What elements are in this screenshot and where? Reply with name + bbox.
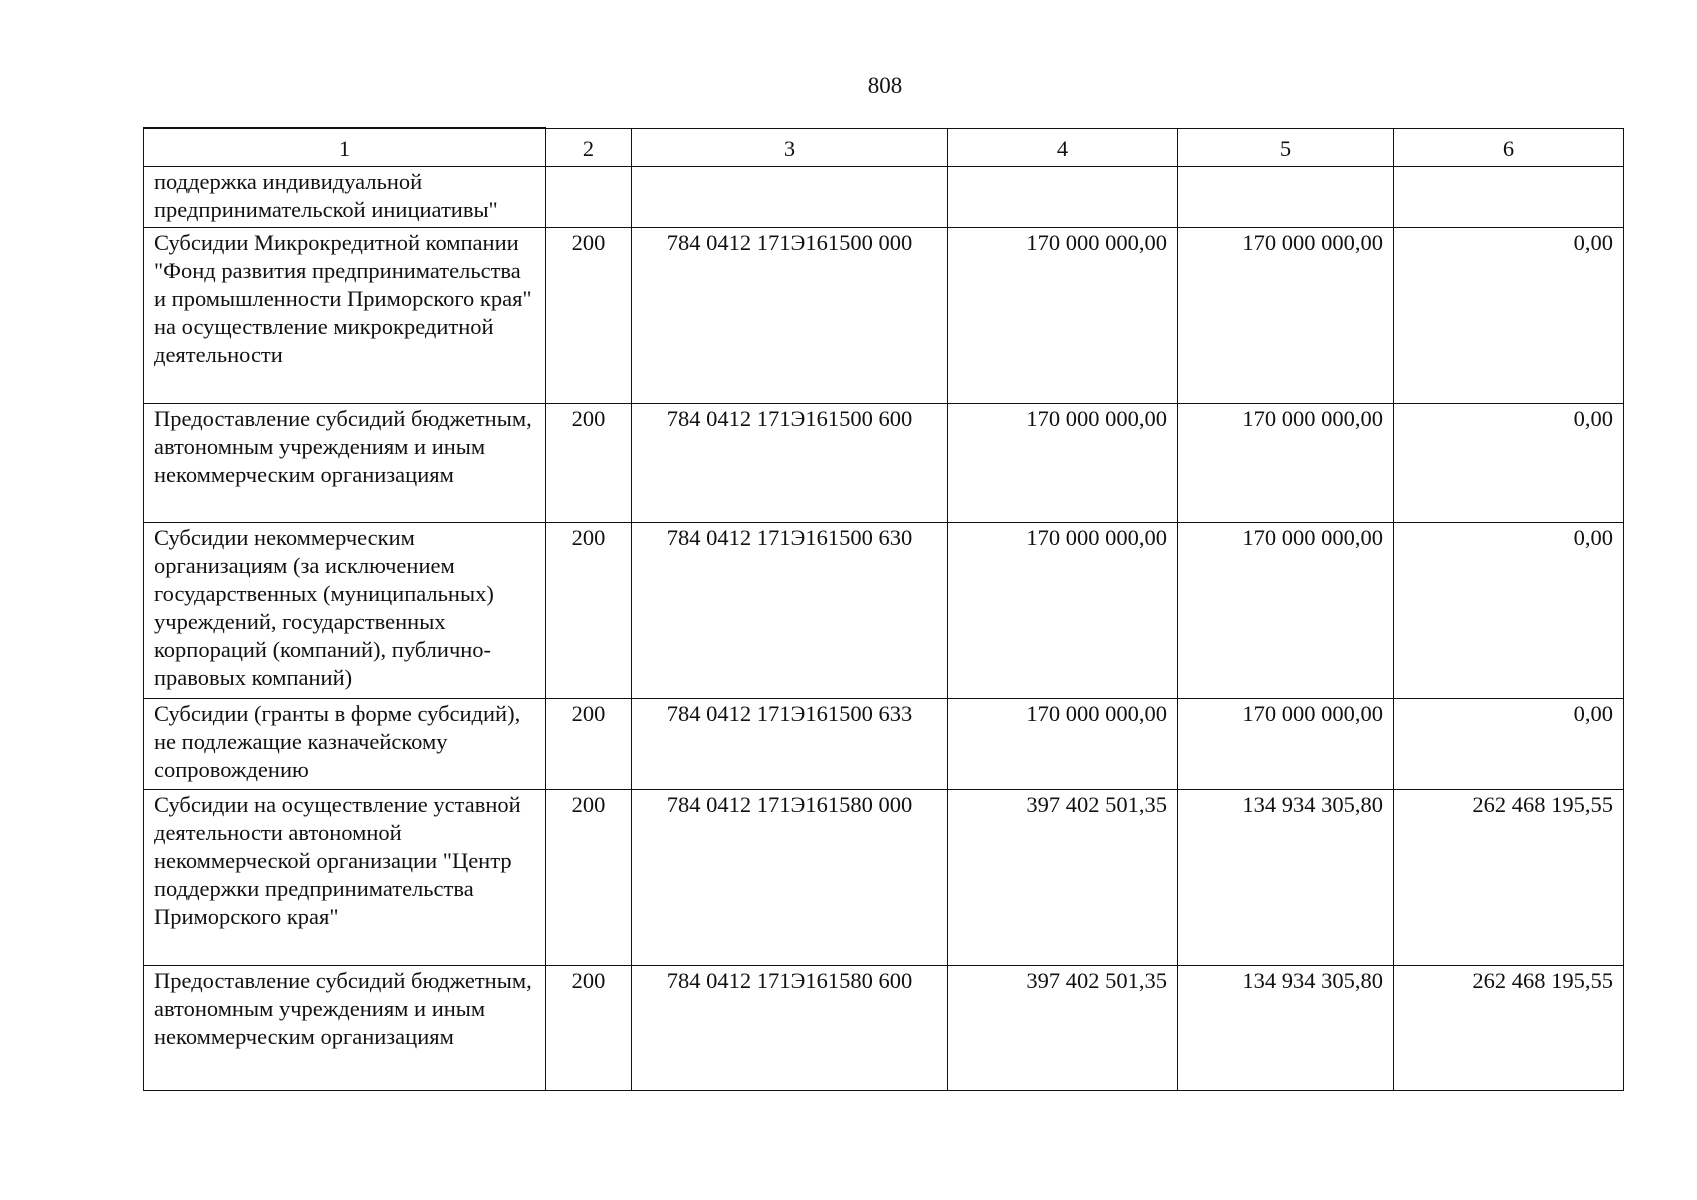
row-code (632, 166, 948, 227)
row-col2: 200 (546, 789, 632, 965)
row-value-5: 170 000 000,00 (1178, 227, 1394, 403)
row-name: Предоставление субсидий бюджетным, автономным учреждениям и иным некоммерческим организациям (144, 403, 546, 522)
row-name: Предоставление субсидий бюджетным, автономным учреждениям и иным некоммерческим организациям (144, 965, 546, 1090)
header-col-2: 2 (546, 128, 632, 166)
row-code: 784 0412 171Э161500 600 (632, 403, 948, 522)
row-value-5: 170 000 000,00 (1178, 403, 1394, 522)
row-name: поддержка индивидуальной предпринимательской инициативы" (144, 166, 546, 227)
row-value-6: 0,00 (1394, 698, 1624, 789)
row-col2: 200 (546, 227, 632, 403)
row-col2: 200 (546, 522, 632, 698)
row-name: Субсидии Микрокредитной компании "Фонд развития предпринимательства и промышленности Приморского края" на осуществление микрокредитной деятельности (144, 227, 546, 403)
row-col2 (546, 166, 632, 227)
row-value-4: 170 000 000,00 (948, 698, 1178, 789)
table-header-row (144, 128, 1624, 166)
header-col-6: 6 (1394, 128, 1624, 166)
row-code: 784 0412 171Э161500 630 (632, 522, 948, 698)
row-value-4: 170 000 000,00 (948, 522, 1178, 698)
row-name: Субсидии на осуществление уставной деятельности автономной некоммерческой организации "Центр поддержки предпринимательства Приморского края" (144, 789, 546, 965)
row-value-4: 397 402 501,35 (948, 789, 1178, 965)
table-row (144, 522, 1624, 698)
row-value-6: 262 468 195,55 (1394, 789, 1624, 965)
budget-table (143, 127, 1624, 1091)
row-value-6 (1394, 166, 1624, 227)
row-code: 784 0412 171Э161500 633 (632, 698, 948, 789)
row-code: 784 0412 171Э161580 600 (632, 965, 948, 1090)
row-value-4: 170 000 000,00 (948, 227, 1178, 403)
table-row (144, 403, 1624, 522)
row-col2: 200 (546, 698, 632, 789)
table-row (144, 227, 1624, 403)
header-col-3: 3 (632, 128, 948, 166)
row-value-4: 397 402 501,35 (948, 965, 1178, 1090)
row-value-6: 0,00 (1394, 522, 1624, 698)
row-value-5: 134 934 305,80 (1178, 789, 1394, 965)
row-value-5 (1178, 166, 1394, 227)
header-col-1: 1 (144, 128, 546, 166)
table-row (144, 789, 1624, 965)
row-code: 784 0412 171Э161580 000 (632, 789, 948, 965)
header-col-4: 4 (948, 128, 1178, 166)
row-value-6: 262 468 195,55 (1394, 965, 1624, 1090)
row-value-5: 170 000 000,00 (1178, 522, 1394, 698)
table-row (144, 166, 1624, 227)
row-col2: 200 (546, 965, 632, 1090)
row-value-6: 0,00 (1394, 227, 1624, 403)
header-col-5: 5 (1178, 128, 1394, 166)
row-value-5: 170 000 000,00 (1178, 698, 1394, 789)
row-code: 784 0412 171Э161500 000 (632, 227, 948, 403)
row-value-4 (948, 166, 1178, 227)
table-row (144, 965, 1624, 1090)
row-value-5: 134 934 305,80 (1178, 965, 1394, 1090)
table-row (144, 698, 1624, 789)
row-value-4: 170 000 000,00 (948, 403, 1178, 522)
row-name: Субсидии (гранты в форме субсидий), не подлежащие казначейскому сопровождению (144, 698, 546, 789)
row-name: Субсидии некоммерческим организациям (за исключением государственных (муниципальных) учреждений, государственных корпораций (компаний), публично-правовых компаний) (144, 522, 546, 698)
row-col2: 200 (546, 403, 632, 522)
page-number: 808 (867, 73, 903, 98)
row-value-6: 0,00 (1394, 403, 1624, 522)
